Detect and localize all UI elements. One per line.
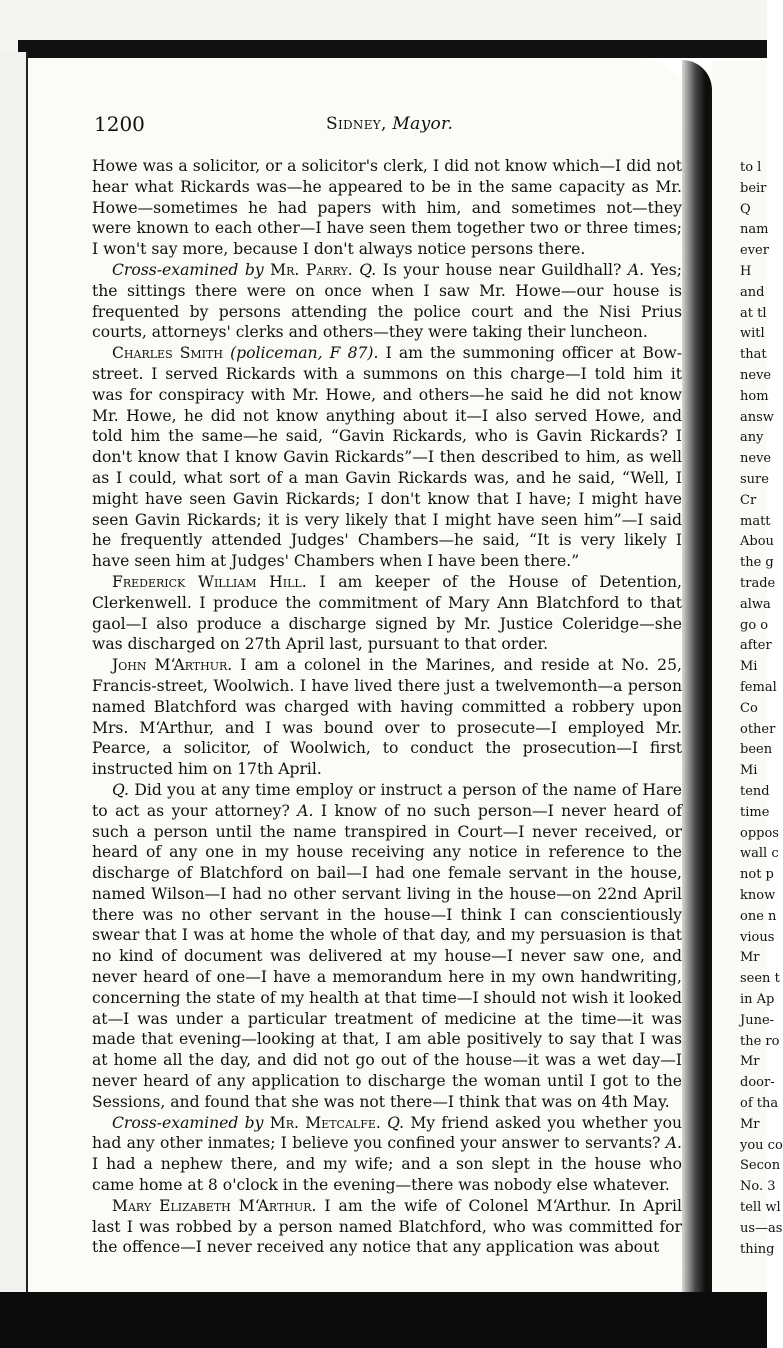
witness-name: Charles Smith xyxy=(112,344,223,363)
question-marker: Q. xyxy=(387,1113,405,1132)
paragraph-text: Is your house near Guildhall? xyxy=(376,260,628,279)
facing-page-line: other xyxy=(740,721,776,737)
facing-page-line: Secon xyxy=(740,1158,781,1174)
facing-page-line: not p xyxy=(740,867,774,883)
paragraph-text: I am the summoning officer at Bow-street. I served Rickards with a summons on this charge—I told him it was for conspiracy with Mr. Howe, and others—he said he did not know Mr. Howe, he did not know anything about it—I also served Howe, and told him the same—he said, “Gavin Rickards, who is Gavin Rickards? I don't know that I know Gavin Rickards”—I then described to him, as well as I could, what sort of a man Gavin Rickards was, and he said, “Well, I might have seen Gavin Rickards; I don't know that I have; I might have seen Gavin Rickards; it is very likely that I might have seen him”—I said he frequently attended Judges' Chambers—he said, “It is very likely I have seen him at Judges' Chambers when I have been there.” xyxy=(92,344,682,571)
facing-page-line: go o xyxy=(740,617,769,633)
facing-page-line: the g xyxy=(740,555,774,571)
facing-page-line: oppos xyxy=(740,825,779,841)
facing-page-line: after xyxy=(740,638,772,654)
facing-page-line: been xyxy=(740,742,773,758)
facing-page-line: Cr xyxy=(740,492,757,508)
facing-page-line: alwa xyxy=(740,596,771,612)
facing-page-line: answ xyxy=(740,409,774,425)
scan-bottom-background xyxy=(0,1292,767,1348)
facing-page-line: femal xyxy=(740,680,777,695)
paragraph xyxy=(92,260,682,343)
paragraph-text: I am the wife of Colonel M‘Arthur. In April last I was robbed by a person named Blatchford, who was committed for the offence—I never received any notice that any application was about xyxy=(92,1196,682,1257)
facing-page-line: tell wl xyxy=(740,1200,781,1215)
counsel-name: Mr. Metcalfe. xyxy=(269,1113,381,1132)
facing-page-line: Mr xyxy=(740,950,760,966)
facing-page-line: sure xyxy=(740,472,769,487)
counsel-name: Mr. Parry. xyxy=(270,260,353,279)
facing-page-line: trade xyxy=(740,576,776,591)
paragraph xyxy=(92,572,682,655)
answer-marker: A. xyxy=(665,1134,682,1153)
running-title-name: Sidney, xyxy=(326,114,387,134)
facing-page-line: that xyxy=(740,347,767,363)
paragraph xyxy=(92,780,682,1113)
paragraph-text: I am keeper of the House of Detention, Clerkenwell. I produce the commitment of Mary Ann Blatchford to that gaol—I also produce a discharge signed by Mr. Justice Coleridge—she was discharged on 27th April last, pursuant to that order. xyxy=(92,572,683,654)
facing-page-line: door- xyxy=(740,1075,775,1091)
witness-description: (policeman, F 87). xyxy=(230,344,379,363)
book-top-edge xyxy=(18,40,767,58)
facing-page-line: vious xyxy=(740,929,775,945)
facing-page-line: Co xyxy=(740,700,758,716)
facing-page-line: thing xyxy=(740,1241,775,1257)
facing-page-line: neve xyxy=(740,368,772,383)
facing-page-line: wall c xyxy=(740,846,779,862)
facing-page-line: of tha xyxy=(740,1096,779,1111)
facing-page-line: H xyxy=(740,264,752,279)
facing-page-line: the ro xyxy=(740,1033,780,1049)
facing-page-line: at tl xyxy=(740,305,767,321)
facing-page-line: any xyxy=(740,430,764,446)
cross-exam-label: Cross-examined by xyxy=(112,1113,264,1132)
facing-page-line: June- xyxy=(740,1012,775,1028)
paragraph xyxy=(92,156,682,260)
scan-left-margin xyxy=(0,52,28,1348)
page-header xyxy=(90,110,690,138)
facing-page-line: know xyxy=(740,888,776,903)
facing-page-line: Mr xyxy=(740,1054,760,1070)
page-number: 1200 xyxy=(94,112,145,136)
facing-page-line: you co xyxy=(740,1137,783,1153)
answer-marker: A. xyxy=(627,260,645,279)
facing-page-line: witl xyxy=(740,326,765,342)
question-marker: Q. xyxy=(359,260,377,279)
paragraph-text: Howe was a solicitor, or a solicitor's clerk, I did not know which—I did not hear what Rickards was—he appeared to be in the same capacity as Mr. Howe—sometimes he had papers with him, and sometimes not—they were known to each other—I have seen them together two or three times; I won't say more, because I don't always notice persons there. xyxy=(92,157,682,259)
running-title-role: Mayor. xyxy=(392,114,454,134)
paragraph-text: Did you at any time employ or instruct a person of the name of Hare to act as your attorney? xyxy=(92,780,682,820)
facing-page-line: matt xyxy=(740,513,771,529)
facing-page-line: to l xyxy=(740,160,762,175)
facing-page-line: No. 3 xyxy=(740,1179,776,1195)
paragraph-text: I am a colonel in the Marines, and reside at No. 25, Francis-street, Woolwich. I have lived there just a twelvemonth—a person named Blatchford was charged with having committed a robbery upon Mrs. M‘Arthur, and I was bound over to prosecute—I employed Mr. Pearce, a solicitor, of Woolwich, to conduct the prosecution—I first instructed him on 17th April. xyxy=(92,656,682,779)
witness-name: Frederick William Hill. xyxy=(112,572,307,591)
answer-marker: A. xyxy=(297,801,314,820)
cross-exam-label: Cross-examined by xyxy=(112,260,264,279)
facing-page-line: Mi xyxy=(740,659,758,675)
paragraph-text: I had a nephew there, and my wife; and a son slept in the house who came home at 8 o'clock in the evening—there was nobody else whatever. xyxy=(92,1155,682,1195)
facing-page-line: time xyxy=(740,804,770,820)
facing-page-line: tend xyxy=(740,784,770,799)
paragraph xyxy=(92,655,682,780)
facing-page-fragment xyxy=(712,60,783,1292)
paragraph-text: I know of no such person—I never heard of such a person until the name transpired in Court—I never received, or heard of any one in my house receiving any notice in reference to the discharge of Blatchford on bail—I had one female servant in the house, named Wilson—I had no other servant living in the house—on 22nd April there was no other servant in the house—I think I can conscientiously swear that I was at home the whole of that day, and my persuasion is that no kind of document was delivered at my house—I never saw one, and never heard of one—I have a memorandum here in my own handwriting, concerning the state of my health at that time—I should not wish it looked at—I was under a particular treatment of medicine at the time—it was made that evening—looking at that, I am able positively to say that I was at home all the day, and did not go out of the house—it was a wet day—I never heard of any application to discharge the woman until I got to the Sessions, and found that she was not there—I think that was on 4th May. xyxy=(92,801,682,1111)
facing-page-line: us—as xyxy=(740,1220,783,1236)
paragraph-text: My friend asked you whether you had any other inmates; I believe you confined your answer to servants? xyxy=(92,1113,682,1153)
running-title xyxy=(326,114,453,134)
paragraph xyxy=(92,1196,682,1258)
facing-page-line: ever xyxy=(740,243,769,259)
page-body xyxy=(92,156,682,1258)
facing-page-line: one n xyxy=(740,908,777,924)
facing-page-line: beir xyxy=(740,180,767,196)
facing-page-line: Q xyxy=(740,201,751,217)
paragraph xyxy=(92,343,682,572)
question-marker: Q. xyxy=(112,780,129,799)
paragraph xyxy=(92,1113,682,1196)
facing-page-line: Mi xyxy=(740,763,758,779)
facing-page-line: in Ap xyxy=(740,992,775,1007)
facing-page-line: seen t xyxy=(740,971,780,987)
facing-page-line: neve xyxy=(740,451,772,467)
facing-page-line: hom xyxy=(740,388,769,404)
witness-name: Mary Elizabeth M‘Arthur. xyxy=(112,1196,317,1215)
paragraph-text: Yes; the sittings there were on once when I saw Mr. Howe—our house is frequented by persons attending the police court and the Nisi Prius courts, attorneys' clerks and others—they were taking their luncheon. xyxy=(92,260,682,342)
witness-name: John M‘Arthur. xyxy=(112,656,233,675)
facing-page-line: Abou xyxy=(740,534,774,550)
facing-page-line: and xyxy=(740,284,765,300)
facing-page-line: nam xyxy=(740,222,769,238)
facing-page-line: Mr xyxy=(740,1116,760,1132)
book-gutter-shadow xyxy=(682,60,712,1292)
